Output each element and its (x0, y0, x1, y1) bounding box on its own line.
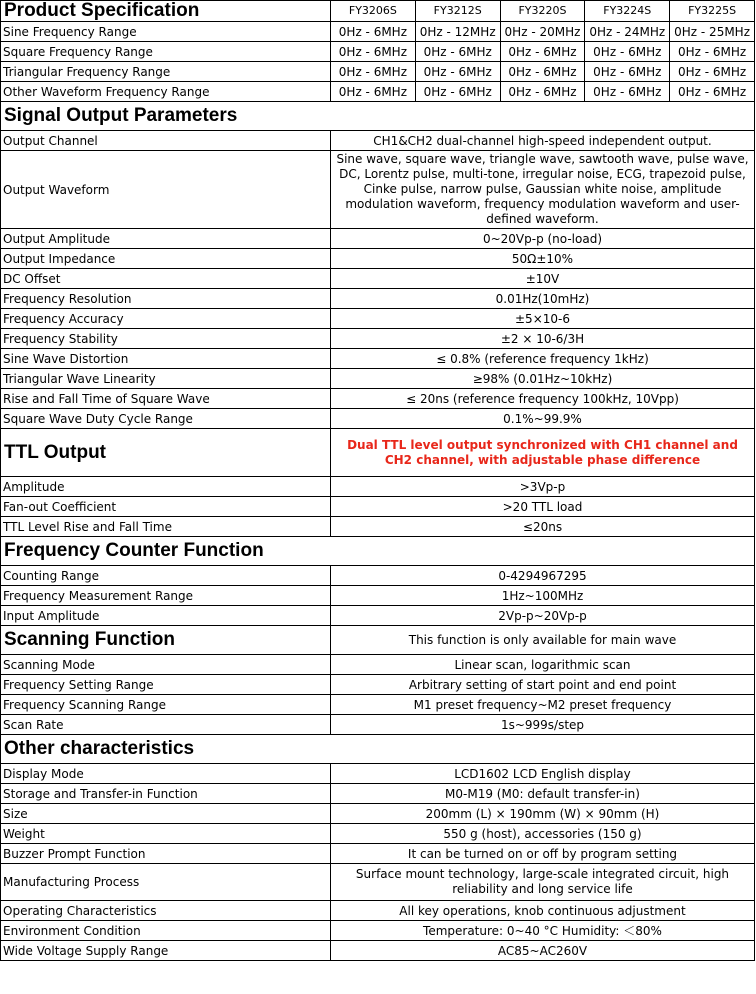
row-value: 200mm (L) × 190mm (W) × 90mm (H) (331, 804, 755, 824)
model-name: FY3224S (585, 1, 670, 22)
table-row (1, 249, 755, 269)
row-value: Linear scan, logarithmic scan (331, 655, 755, 675)
section-header-scanning (1, 626, 755, 655)
table-row (1, 82, 755, 102)
table-row (1, 329, 755, 349)
table-row (1, 804, 755, 824)
row-value: It can be turned on or off by program setting (331, 844, 755, 864)
row-value: 550 g (host), accessories (150 g) (331, 824, 755, 844)
cell-value: 0Hz - 6MHz (585, 82, 670, 102)
table-row (1, 389, 755, 409)
table-row (1, 606, 755, 626)
cell-value: 0Hz - 24MHz (585, 22, 670, 42)
row-label: Counting Range (1, 566, 331, 586)
row-value: LCD1602 LCD English display (331, 764, 755, 784)
section-header-other-characteristics (1, 735, 755, 764)
row-value: CH1&CH2 dual-channel high-speed independent output. (331, 131, 755, 151)
row-label: Scanning Mode (1, 655, 331, 675)
row-value: ±2 × 10-6/3H (331, 329, 755, 349)
cell-value: 0Hz - 6MHz (670, 42, 755, 62)
cell-value: 0Hz - 6MHz (415, 82, 500, 102)
row-value: Temperature: 0~40 °C Humidity: ＜80% (331, 921, 755, 941)
row-label: TTL Level Rise and Fall Time (1, 517, 331, 537)
table-row (1, 517, 755, 537)
row-label: Frequency Measurement Range (1, 586, 331, 606)
model-name: FY3220S (500, 1, 585, 22)
ttl-note: Dual TTL level output synchronized with CH1 channel and CH2 channel, with adjustable phase difference (331, 429, 755, 477)
table-row (1, 131, 755, 151)
row-label: Frequency Scanning Range (1, 695, 331, 715)
row-value: 2Vp-p~20Vp-p (331, 606, 755, 626)
table-row (1, 844, 755, 864)
cell-value: 0Hz - 6MHz (500, 82, 585, 102)
table-row (1, 349, 755, 369)
row-label: Frequency Resolution (1, 289, 331, 309)
model-name: FY3212S (415, 1, 500, 22)
row-label: Rise and Fall Time of Square Wave (1, 389, 331, 409)
cell-value: 0Hz - 6MHz (331, 62, 416, 82)
row-value: 0.01Hz(10mHz) (331, 289, 755, 309)
row-label: Output Channel (1, 131, 331, 151)
table-row (1, 764, 755, 784)
row-value: 1Hz~100MHz (331, 586, 755, 606)
row-value: 0.1%~99.9% (331, 409, 755, 429)
row-label: Frequency Accuracy (1, 309, 331, 329)
row-label: Environment Condition (1, 921, 331, 941)
section-header-frequency-counter (1, 537, 755, 566)
section-header-ttl-output (1, 429, 755, 477)
row-label: Frequency Setting Range (1, 675, 331, 695)
section-header-product-specification (1, 1, 755, 22)
cell-value: 0Hz - 6MHz (415, 42, 500, 62)
section-title: Scanning Function (1, 626, 331, 655)
row-label: Sine Wave Distortion (1, 349, 331, 369)
table-row (1, 566, 755, 586)
cell-value: 0Hz - 6MHz (500, 62, 585, 82)
row-label: Square Frequency Range (1, 42, 331, 62)
table-row (1, 62, 755, 82)
section-header-signal-output (1, 102, 755, 131)
row-label: Scan Rate (1, 715, 331, 735)
table-row (1, 269, 755, 289)
row-label: DC Offset (1, 269, 331, 289)
row-label: Output Impedance (1, 249, 331, 269)
row-value: ≤20ns (331, 517, 755, 537)
section-title: Other characteristics (1, 735, 755, 764)
row-value: 50Ω±10% (331, 249, 755, 269)
table-row (1, 586, 755, 606)
table-row (1, 921, 755, 941)
row-label: Wide Voltage Supply Range (1, 941, 331, 961)
row-label: Sine Frequency Range (1, 22, 331, 42)
model-name: FY3225S (670, 1, 755, 22)
section-title: Signal Output Parameters (1, 102, 755, 131)
cell-value: 0Hz - 6MHz (670, 82, 755, 102)
row-label: Output Amplitude (1, 229, 331, 249)
table-row (1, 824, 755, 844)
cell-value: 0Hz - 6MHz (670, 62, 755, 82)
row-label: Display Mode (1, 764, 331, 784)
row-value: >20 TTL load (331, 497, 755, 517)
table-row (1, 22, 755, 42)
cell-value: 0Hz - 25MHz (670, 22, 755, 42)
row-label: Input Amplitude (1, 606, 331, 626)
row-value: ±5×10-6 (331, 309, 755, 329)
table-row (1, 409, 755, 429)
table-row (1, 941, 755, 961)
row-value: Sine wave, square wave, triangle wave, sawtooth wave, pulse wave, DC, Lorentz pulse, multi-tone, irregular noise, ECG, trapezoid pulse, Cinke pulse, narrow pulse, Gaussian white noise, amplitude modulation waveform, frequency modulation waveform and user-defined waveform. (331, 151, 755, 229)
table-row (1, 42, 755, 62)
table-row (1, 289, 755, 309)
row-value: M1 preset frequency~M2 preset frequency (331, 695, 755, 715)
table-row (1, 695, 755, 715)
row-value: 1s~999s/step (331, 715, 755, 735)
cell-value: 0Hz - 6MHz (415, 62, 500, 82)
cell-value: 0Hz - 6MHz (331, 42, 416, 62)
table-row (1, 369, 755, 389)
row-label: Manufacturing Process (1, 864, 331, 901)
row-value: Surface mount technology, large-scale integrated circuit, high reliability and long service life (331, 864, 755, 901)
cell-value: 0Hz - 6MHz (585, 42, 670, 62)
row-label: Weight (1, 824, 331, 844)
cell-value: 0Hz - 20MHz (500, 22, 585, 42)
row-label: Triangular Frequency Range (1, 62, 331, 82)
row-label: Storage and Transfer-in Function (1, 784, 331, 804)
row-value: ≤ 0.8% (reference frequency 1kHz) (331, 349, 755, 369)
row-value: >3Vp-p (331, 477, 755, 497)
table-row (1, 309, 755, 329)
cell-value: 0Hz - 6MHz (585, 62, 670, 82)
table-row (1, 655, 755, 675)
section-title: Product Specification (1, 1, 331, 22)
row-label: Amplitude (1, 477, 331, 497)
row-value: Arbitrary setting of start point and end point (331, 675, 755, 695)
table-row (1, 675, 755, 695)
cell-value: 0Hz - 6MHz (331, 22, 416, 42)
table-row (1, 497, 755, 517)
table-row (1, 784, 755, 804)
scanning-note: This function is only available for main wave (331, 626, 755, 655)
row-label: Frequency Stability (1, 329, 331, 349)
row-value: ±10V (331, 269, 755, 289)
row-value: M0-M19 (M0: default transfer-in) (331, 784, 755, 804)
row-value: All key operations, knob continuous adjustment (331, 901, 755, 921)
table-row (1, 151, 755, 229)
row-label: Other Waveform Frequency Range (1, 82, 331, 102)
row-label: Square Wave Duty Cycle Range (1, 409, 331, 429)
cell-value: 0Hz - 6MHz (500, 42, 585, 62)
row-value: ≤ 20ns (reference frequency 100kHz, 10Vpp) (331, 389, 755, 409)
cell-value: 0Hz - 12MHz (415, 22, 500, 42)
row-label: Fan-out Coefficient (1, 497, 331, 517)
table-row (1, 229, 755, 249)
row-value: 0-4294967295 (331, 566, 755, 586)
table-row (1, 901, 755, 921)
table-row (1, 864, 755, 901)
row-label: Output Waveform (1, 151, 331, 229)
row-label: Triangular Wave Linearity (1, 369, 331, 389)
model-name: FY3206S (331, 1, 416, 22)
row-label: Size (1, 804, 331, 824)
row-label: Buzzer Prompt Function (1, 844, 331, 864)
table-row (1, 477, 755, 497)
cell-value: 0Hz - 6MHz (331, 82, 416, 102)
section-title: Frequency Counter Function (1, 537, 755, 566)
row-label: Operating Characteristics (1, 901, 331, 921)
table-row (1, 715, 755, 735)
section-title: TTL Output (1, 429, 331, 477)
row-value: ≥98% (0.01Hz~10kHz) (331, 369, 755, 389)
row-value: 0~20Vp-p (no-load) (331, 229, 755, 249)
row-value: AC85~AC260V (331, 941, 755, 961)
